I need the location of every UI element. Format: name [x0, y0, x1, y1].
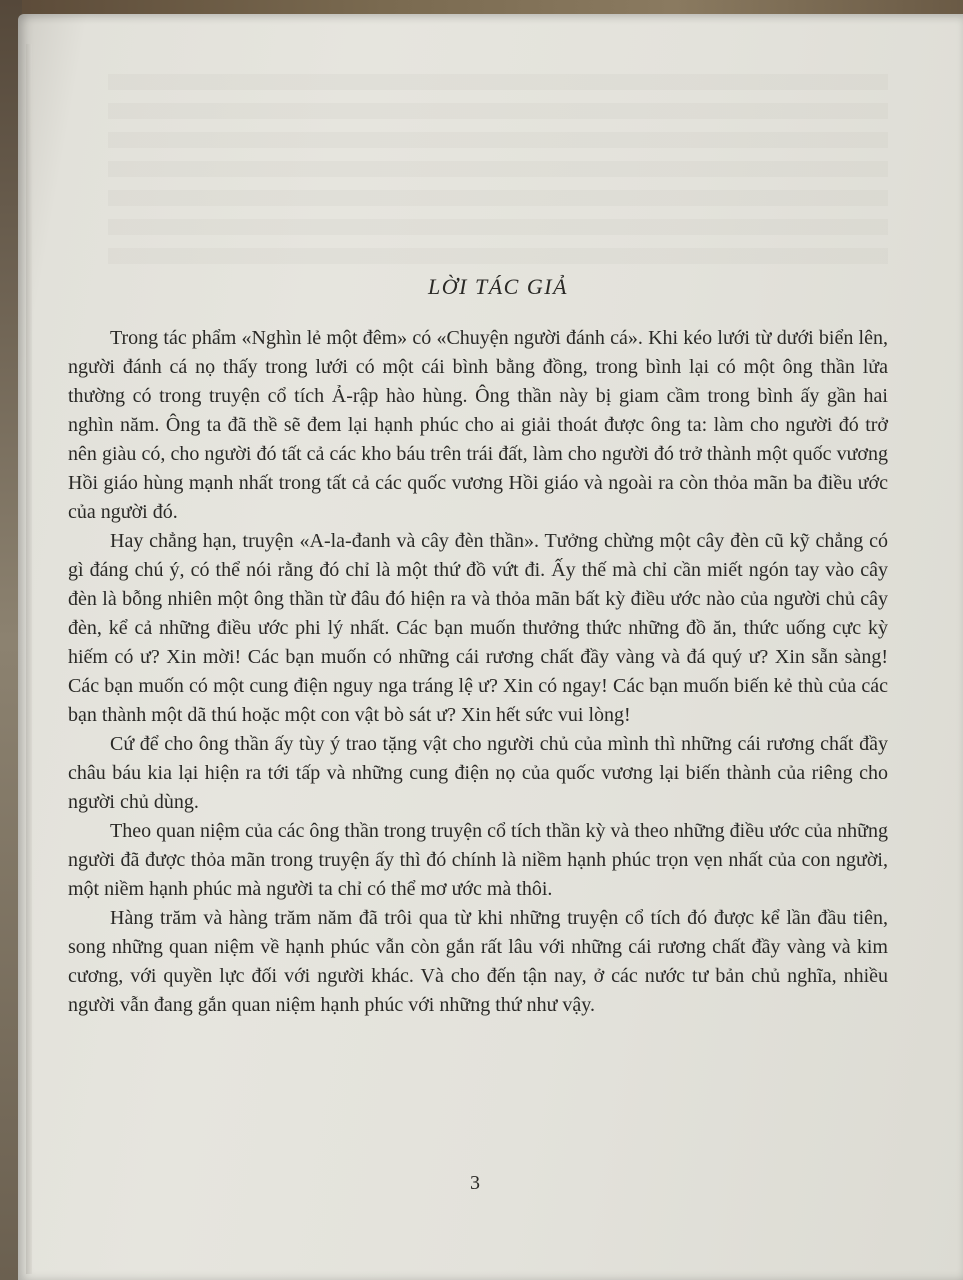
paragraph-5: Hàng trăm và hàng trăm năm đã trôi qua từ khi những truyện cổ tích đó được kể lần đầu tiên, song những quan niệm về hạnh phúc vẫn còn gắn rất lâu với những cái rương chất đầy vàng và kim cương, với quyền lực đối với người khác. Và cho đến tận nay, ở các nước tư bản chủ nghĩa, nhiều người vẫn đang gắn quan niệm hạnh phúc với những thứ như vậy.	[68, 907, 888, 1016]
paragraph-1: Trong tác phẩm «Nghìn lẻ một đêm» có «Chuyện người đánh cá». Khi kéo lưới từ dưới biển lên, người đánh cá nọ thấy trong lưới có một cái bình bằng đồng, trong bình lại có một ông thần lửa thường có trong truyện cổ tích Ả-rập hào hùng. Ông thần này bị giam cầm trong bình ấy gần hai nghìn năm. Ông ta đã thề sẽ đem lại hạnh phúc cho ai giải thoát được ông ta: làm cho người đó trở nên giàu có, cho người đó tất cả các kho báu trên trái đất, làm cho người đó trở thành một quốc vương Hồi giáo hùng mạnh nhất trong tất cả các quốc vương Hồi giáo và ngoài ra còn thỏa mãn ba điều ước của người đó.	[68, 327, 888, 523]
page-number: 3	[470, 1172, 480, 1194]
show-through-text	[108, 74, 888, 274]
chapter-title: LỜI TÁC GIẢ	[428, 274, 568, 299]
paragraph-3: Cứ để cho ông thần ấy tùy ý trao tặng vật cho người chủ của mình thì những cái rương chất đầy châu báu kia lại hiện ra tới tấp và những cung điện nọ của quốc vương lại biến thành của riêng cho người chủ dùng.	[68, 733, 888, 813]
paragraph-2: Hay chẳng hạn, truyện «A-la-đanh và cây đèn thần». Tưởng chừng một cây đèn cũ kỹ chẳng có gì đáng chú ý, có thể nói rằng đó chỉ là một thứ đồ vứt đi. Ấy thế mà chỉ cần miết ngón tay vào cây đèn là bỗng nhiên một ông thần từ đâu đó hiện ra và thỏa mãn bất kỳ điều ước nào của người chủ cây đèn, kể cả những điều ước phi lý nhất. Các bạn muốn thưởng thức những đồ ăn, thức uống cực kỳ hiếm có ư? Xin mời! Các bạn muốn có những cái rương chất đầy vàng và đá quý ư? Xin sẵn sàng! Các bạn muốn có một cung điện nguy nga tráng lệ ư? Xin có ngay! Các bạn muốn biến kẻ thù của các bạn thành một dã thú hoặc một con vật bò sát ư? Xin hết sức vui lòng!	[68, 530, 888, 726]
paragraph-4: Theo quan niệm của các ông thần trong truyện cổ tích thần kỳ và theo những điều ước của những người đã được thỏa mãn trong truyện ấy thì đó chính là niềm hạnh phúc trọn vẹn nhất của con người, một niềm hạnh phúc mà người ta chỉ có thể mơ ước mà thôi.	[68, 820, 888, 900]
page-edge	[26, 44, 32, 1274]
page-content	[68, 270, 888, 1020]
